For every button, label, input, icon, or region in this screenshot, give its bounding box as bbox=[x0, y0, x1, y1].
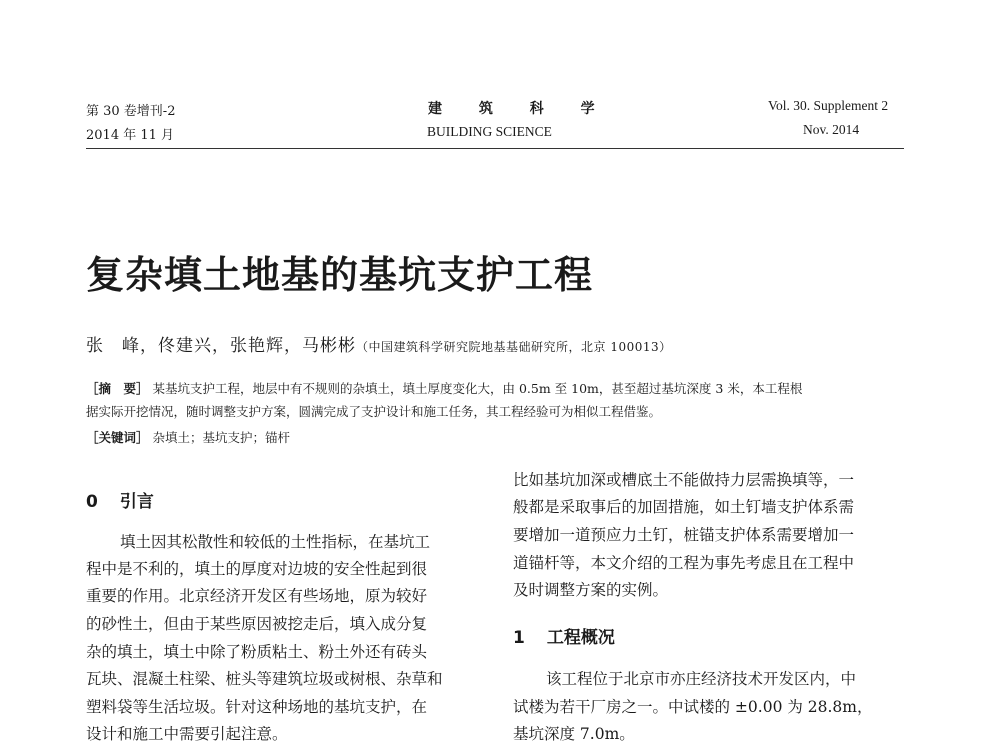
author-line bbox=[86, 331, 672, 356]
header-rule bbox=[86, 148, 904, 149]
right-line-2: 般都是采取事后的加固措施，如土钉墙支护体系需 bbox=[513, 498, 855, 516]
abstract-line-1 bbox=[86, 379, 802, 397]
left-line-8: 设计和施工中需要引起注意。 bbox=[86, 725, 288, 743]
left-line-4: 的砂性土，但由于某些原因被挖走后，填入成分复 bbox=[86, 615, 428, 633]
section-1-title: 工程概况 bbox=[546, 628, 615, 648]
right-line-4: 道锚杆等，本文介绍的工程为事先考虑且在工程中 bbox=[513, 554, 855, 572]
article-title: 复杂填土地基的基坑支护工程 bbox=[86, 253, 594, 297]
abstract-text-2: 据实际开挖情况，随时调整支护方案，圆满完成了支护设计和施工任务，其工程经验可为相似工程借鉴。 bbox=[86, 404, 662, 419]
section-1-number: 1 bbox=[513, 628, 525, 648]
left-line-5: 杂的填土，填土中除了粉质粘土、粉土外还有砖头 bbox=[86, 643, 428, 661]
header-date-cn: 2014 年 11 月 bbox=[86, 128, 175, 143]
keywords-label: ［关键词］ bbox=[86, 430, 149, 445]
abstract-label: ［摘 要］ bbox=[86, 381, 149, 396]
left-line-6: 瓦块、混凝土柱梁、桩头等建筑垃圾或树根、杂草和 bbox=[86, 670, 443, 688]
section-1-heading bbox=[513, 623, 615, 648]
header-volume-en: Vol. 30. Supplement 2 bbox=[768, 98, 889, 113]
header-journal-en: BUILDING SCIENCE bbox=[427, 124, 552, 139]
keywords-line bbox=[86, 428, 290, 446]
header-volume: 第 30 卷增刊-2 bbox=[86, 104, 176, 119]
right-line-7: 试楼为若干厂房之一。中试楼的 ±0.00 为 28.8m， bbox=[513, 698, 873, 716]
right-line-1: 比如基坑加深或槽底土不能做持力层需换填等，一 bbox=[513, 471, 855, 489]
right-line-6: 该工程位于北京市亦庄经济技术开发区内，中 bbox=[546, 670, 857, 688]
section-0-heading bbox=[86, 487, 154, 512]
keywords: 杂填土；基坑支护；锚杆 bbox=[152, 430, 291, 445]
right-line-8: 基坑深度 7.0m。 bbox=[513, 725, 635, 743]
section-0-title: 引言 bbox=[119, 492, 154, 512]
right-line-5: 及时调整方案的实例。 bbox=[513, 581, 669, 599]
left-line-2: 程中是不利的，填土的厚度对边坡的安全性起到很 bbox=[86, 560, 428, 578]
header-journal-cn: 建 筑 科 学 bbox=[428, 101, 611, 117]
abstract-text-1: 某基坑支护工程，地层中有不规则的杂填土，填土厚度变化大，由 0.5m 至 10m，甚至超过基坑深度 3 米，本工程根 bbox=[152, 381, 803, 396]
authors: 张 峰，佟建兴，张艳辉，马彬彬 bbox=[86, 336, 356, 356]
left-line-3: 重要的作用。北京经济开发区有些场地，原为较好 bbox=[86, 587, 428, 605]
left-line-7: 塑料袋等生活垃圾。针对这种场地的基坑支护，在 bbox=[86, 698, 428, 716]
right-line-3: 要增加一道预应力土钉，桩锚支护体系需要增加一 bbox=[513, 526, 855, 544]
affiliation: （中国建筑科学研究院地基基础研究所，北京 100013） bbox=[356, 340, 672, 354]
header-date-en: Nov. 2014 bbox=[803, 122, 860, 137]
left-line-1: 填土因其松散性和较低的土性指标，在基坑工 bbox=[120, 533, 431, 551]
section-0-number: 0 bbox=[86, 492, 98, 512]
